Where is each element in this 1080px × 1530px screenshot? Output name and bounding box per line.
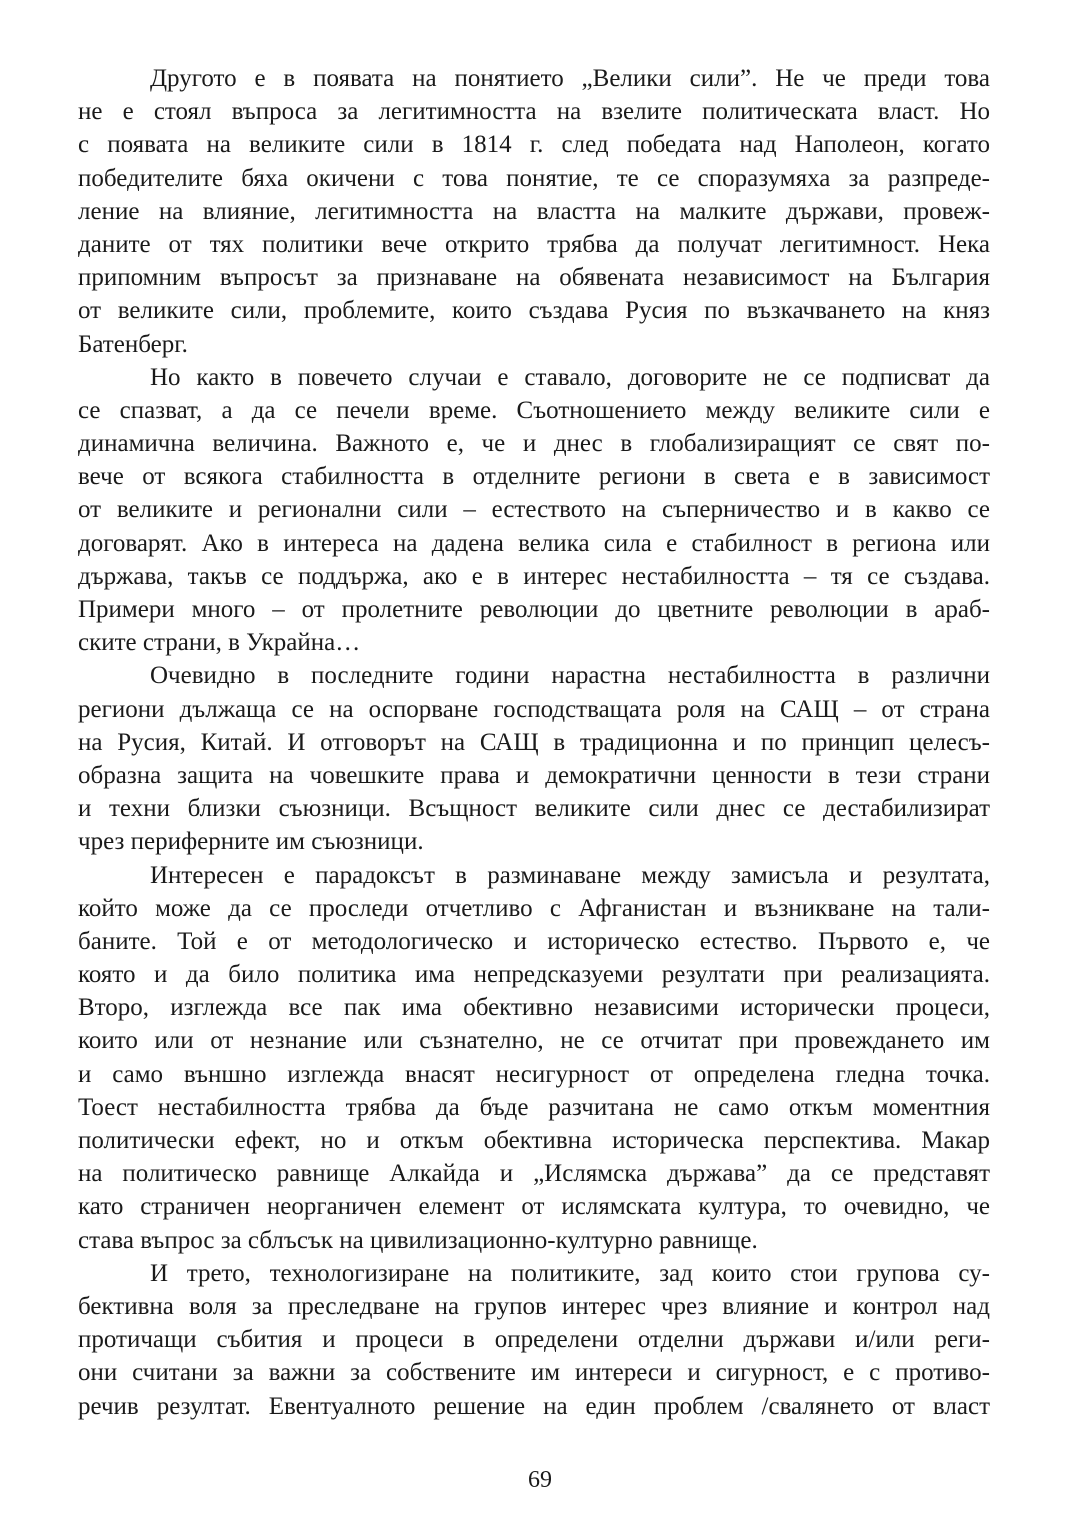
text-line: като страничен неорганичен елемент от ислямската култура, то очевидно, че xyxy=(78,1193,990,1221)
text-line: бективна воля за преследване на групов интерес чрез влияние и контрол над xyxy=(78,1292,990,1320)
text-line: политически ефект, но и откъм обективна историческа перспектива. Макар xyxy=(78,1127,990,1154)
text-line: динамична величина. Важното е, че и днес в глобализиращият се свят по- xyxy=(78,430,990,458)
text-line: вече от всякога стабилността в отделните региони в света е в зависимост xyxy=(78,463,990,491)
text-line: припомним въпросът за признаване на обявената независимост на България xyxy=(78,264,990,292)
text-line: ление на влияние, легитимността на властта на малките държави, провеж- xyxy=(78,197,990,225)
text-line: става въпрос за сблъсък на цивилизационно-културно равнище. xyxy=(78,1226,758,1254)
text-line: на политическо равнище Алкайда и „Ислямска държава” да се представят xyxy=(78,1160,990,1188)
paragraph-3 xyxy=(78,659,990,858)
text-line: с появата на великите сили в 1814 г. след победата над Наполеон, когато xyxy=(78,131,990,159)
text-line: Тоест нестабилността трябва да бъде разчитана не само откъм моментния xyxy=(78,1093,990,1121)
text-line: даните от тях политики вече открито трябва да получат легитимност. Нека xyxy=(78,230,990,258)
paragraph-4 xyxy=(78,859,990,1257)
page-number: 69 xyxy=(528,1467,552,1493)
text-line: Другото е в появата на понятието „Велики сили”. Не че преди това xyxy=(150,65,990,92)
text-line: Примери много – от пролетните революции до цветните революции в араб- xyxy=(78,596,990,623)
text-line: Второ, изглежда все пак има обективно независими исторически процеси, xyxy=(78,994,990,1022)
text-line: Интересен е парадоксът в разминаване между замисъла и резултата, xyxy=(150,861,990,889)
text-line: която и да било политика има непредсказуеми резултати при реализацията. xyxy=(78,961,990,989)
text-line: Но както в повечето случаи е ставало, договорите не се подписват да xyxy=(150,363,990,391)
text-line: речив резултат. Евентуалното решение на един проблем /свалянето от власт xyxy=(78,1392,990,1420)
text-line: баните. Той е от методологическо и историческо естество. Първото е, че xyxy=(78,927,990,955)
text-line: Батенберг. xyxy=(78,330,188,358)
paragraph-1 xyxy=(78,62,990,361)
text-line: чрез периферните им съюзници. xyxy=(78,828,424,856)
text-line: И трето, технологизиране на политиките, зад които стои групова су- xyxy=(150,1259,990,1287)
text-line: от великите сили, проблемите, които създава Русия по възкачването на княз xyxy=(78,297,990,325)
text-line: победителите бяха окичени с това понятие, те се споразумяха за разпреде- xyxy=(78,164,990,192)
paragraph-2 xyxy=(78,361,990,660)
text-line: и техни близки съюзници. Всъщност великите сили днес се дестабилизират xyxy=(78,795,990,823)
page-body xyxy=(78,62,990,1423)
text-line: на Русия, Китай. И отговорът на САЩ в традиционна и по принцип целесъ- xyxy=(78,728,990,756)
text-line: договарят. Ако в интереса на дадена велика сила е стабилност в региона или xyxy=(78,529,990,557)
text-line: които или от незнание или съзнателно, не се отчитат при провеждането им xyxy=(78,1027,990,1055)
text-line: от великите и регионални сили – естеството на съперничество и в какво се xyxy=(78,496,990,524)
text-line: не е стоял въпроса за легитимността на взелите политическата власт. Но xyxy=(78,98,990,126)
text-line: се спазват, а да се печели време. Съотношението между великите сили е xyxy=(78,396,990,424)
text-line: който може да се проследи отчетливо с Афганистан и възникване на тали- xyxy=(78,894,990,922)
text-line: протичащи събития и процеси в определени отделни държави и/или реги- xyxy=(78,1326,990,1354)
text-line: и само външно изглежда внасят несигурност от определена гледна точка. xyxy=(78,1060,990,1088)
text-line: държава, такъв се поддържа, ако е в интерес нестабилността – тя се създава. xyxy=(78,562,990,590)
text-line: ските страни, в Украйна… xyxy=(78,629,361,657)
text-line: Очевидно в последните години нарастна нестабилността в различни xyxy=(150,662,990,690)
text-line: они считани за важни за собствените им интереси и сигурност, е с противо- xyxy=(78,1359,990,1387)
paragraph-5 xyxy=(78,1257,990,1423)
text-line: региони дължаща се на оспорване господстващата роля на САЩ – от страна xyxy=(78,695,990,723)
text-line: образна защита на човешките права и демократични ценности в тези страни xyxy=(78,761,990,789)
